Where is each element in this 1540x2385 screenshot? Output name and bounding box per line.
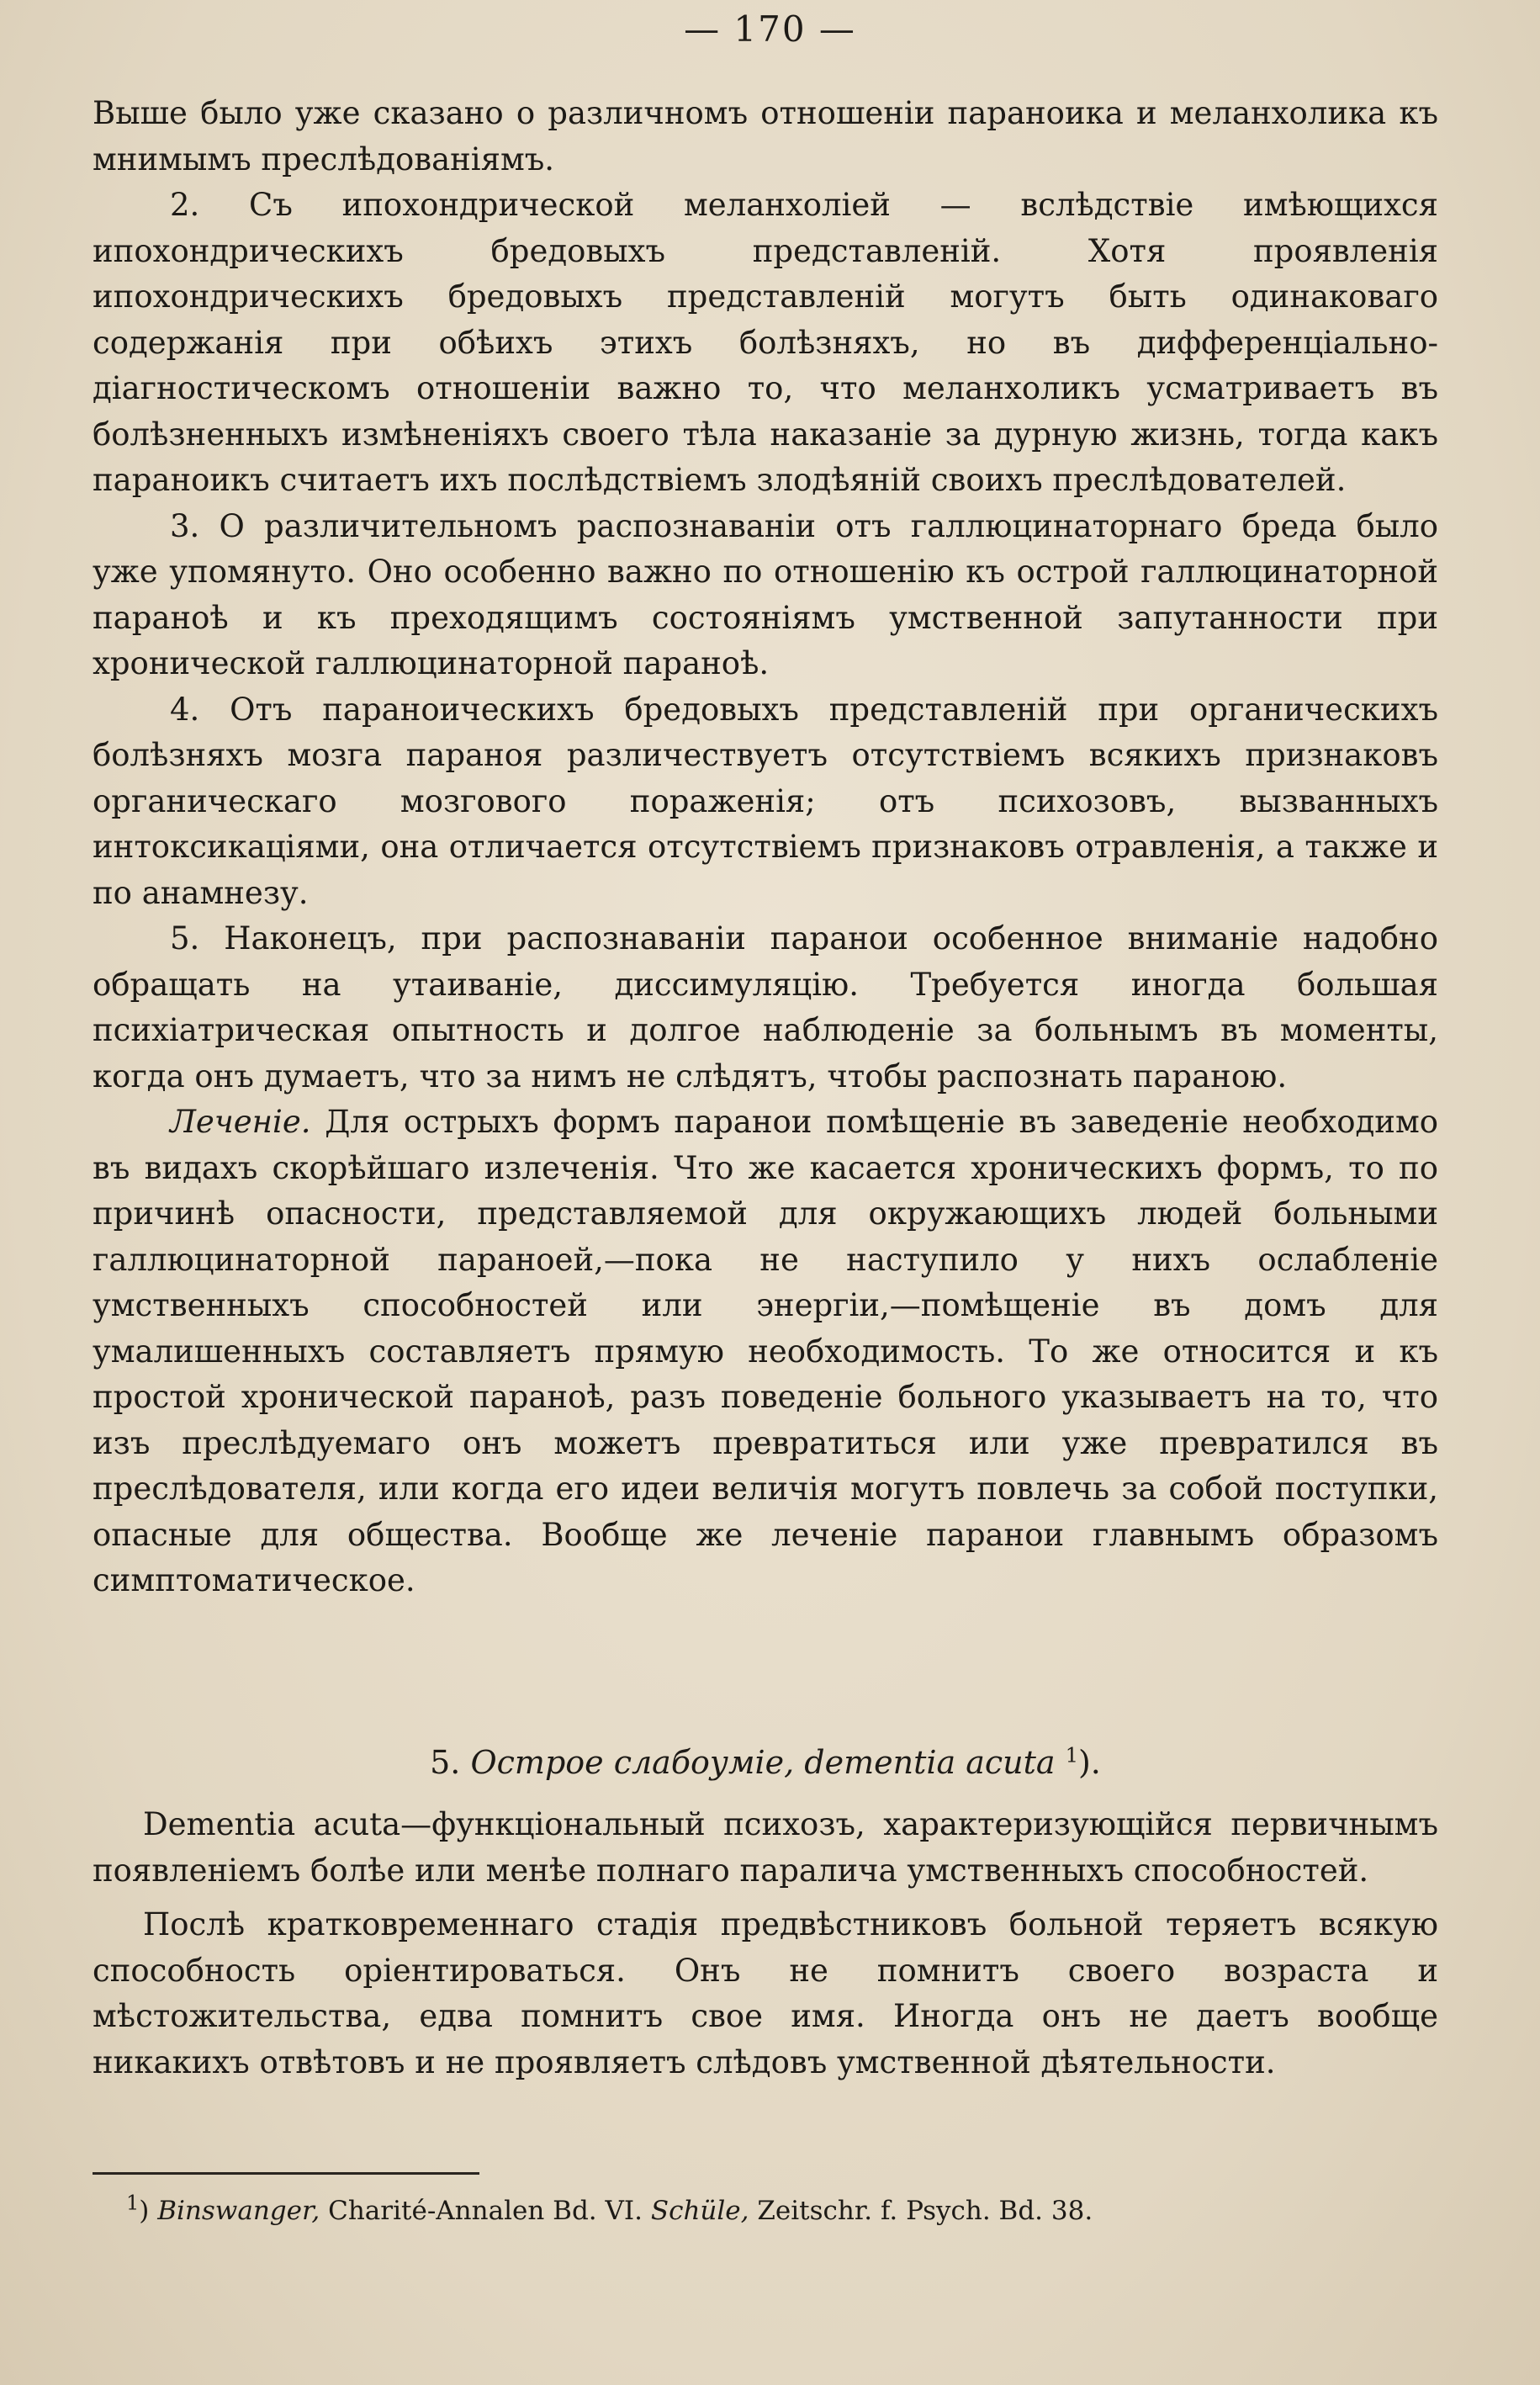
footnote-author-1: Binswanger,: [157, 2196, 320, 2226]
paragraph-treatment: [93, 1100, 1438, 1604]
section-closing: ).: [1077, 1744, 1101, 1781]
paragraph-2: 2. Съ ипохондрической меланхолiей — вслѣдствiе имѣющихся ипохондрическихъ бредовыхъ представленiй. Хотя проявленiя ипохондрическихъ бредовыхъ представленiй могутъ быть одинаковаго содержанiя при обѣихъ этихъ болѣзняхъ, но въ дифференцiально-дiагностическомъ отношенiи важно то, что меланхоликъ усматриваетъ въ болѣзненныхъ измѣненiяхъ своего тѣла наказанiе за дурную жизнь, тогда какъ параноикъ считаетъ ихъ послѣдствiемъ злодѣянiй своихъ преслѣдователей.: [93, 187, 1438, 498]
page-number: — 170 —: [684, 8, 856, 50]
section-paragraph-2: Послѣ кратковременнаго стадiя предвѣстниковъ больной теряетъ всякую способность орiентироваться. Онъ не помнитъ своего возраста и мѣстожительства, едва помнитъ свое имя. Иногда онъ не даетъ вообще никакихъ отвѣтовъ и не проявляетъ слѣдовъ умственной дѣятельности.: [93, 1906, 1438, 2080]
footnote: $^1$) Binswanger, Charité-Annalen Bd. VI. Schüle, Zeitschr. f. Psych. Bd. 38.: [126, 2191, 1093, 2226]
section-heading: [93, 1740, 1438, 1785]
section-latin-title: dementia acuta: [804, 1744, 1056, 1781]
footnote-rule: [93, 2172, 479, 2175]
paragraph-3: 3. О различительномъ распознаванiи отъ галлюцинаторнаго бреда было уже упомянуто. Оно особенно важно по отношенiю къ острой галлюцинаторной паранoѣ и къ преходящимъ состоянiямъ умственной запутанности при хронической галлюцинаторной паранoѣ.: [93, 507, 1438, 681]
section-paragraph-1: Dementia acuta—функцiональный психозъ, характеризующiйся первичнымъ появленiемъ болѣе или менѣе полнаго паралича умственныхъ способностей.: [93, 1806, 1438, 1889]
section-footnote-mark: 1: [1065, 1743, 1078, 1768]
treatment-text: Для острыхъ формъ паранои помѣщенiе въ заведенiе необходимо въ видахъ скорѣйшаго излеченiя. Что же касается хроническихъ формъ, то по причинѣ опасности, представляемой для окружающихъ людей больными галлюцинаторной параноей,—пока не наступило у нихъ ослабленiе умственныхъ способностей или энергiи,—помѣщенiе въ домъ для умалишенныхъ составляетъ прямую необходимость. То же относится и къ простой хронической паранoѣ, разъ поведенiе больного указываетъ на то, что изъ преслѣдуемаго онъ можетъ превратиться или уже превратился въ преслѣдователя, или когда его идеи величiя могутъ повлечь за собой поступки, опасные для общества. Вообще же леченiе паранои главнымъ образомъ симптоматическое.: [93, 1104, 1438, 1598]
paragraph-intro: Выше было уже сказано о различномъ отношенiи параноика и меланхолика къ мнимымъ преслѣдованiямъ.: [93, 95, 1438, 178]
footnote-mark: 1: [126, 2191, 140, 2215]
treatment-label: Леченiе.: [170, 1104, 311, 1140]
paragraph-5: 5. Наконецъ, при распознаванiи паранои особенное вниманiе надобно обращать на утаиванiе, диссимуляцiю. Требуется иногда большая психiатрическая опытность и долгое наблюденiе за больнымъ въ моменты, когда онъ думаетъ, что за нимъ не слѣдятъ, чтобы распознать параною.: [93, 920, 1438, 1094]
footnote-ref-1: Charité-Annalen Bd. VI.: [328, 2196, 643, 2226]
section-text: [93, 1802, 1438, 2094]
paragraph-4: 4. Отъ параноическихъ бредовыхъ представленiй при органическихъ болѣзняхъ мозга параноя различествуетъ отсутствiемъ всякихъ признаковъ органическаго мозгового пораженiя; отъ психозовъ, вызванныхъ интоксикацiями, она отличается отсутствiемъ признаковъ отравленiя, а также и по анамнезу.: [93, 691, 1438, 911]
footnote-ref-2: Zeitschr. f. Psych. Bd. 38.: [757, 2196, 1093, 2226]
section-number: 5.: [430, 1744, 461, 1781]
main-text: [93, 91, 1438, 1604]
section-title: Острое слабоумiе,: [470, 1744, 795, 1781]
footnote-author-2: Schüle,: [650, 2196, 749, 2226]
